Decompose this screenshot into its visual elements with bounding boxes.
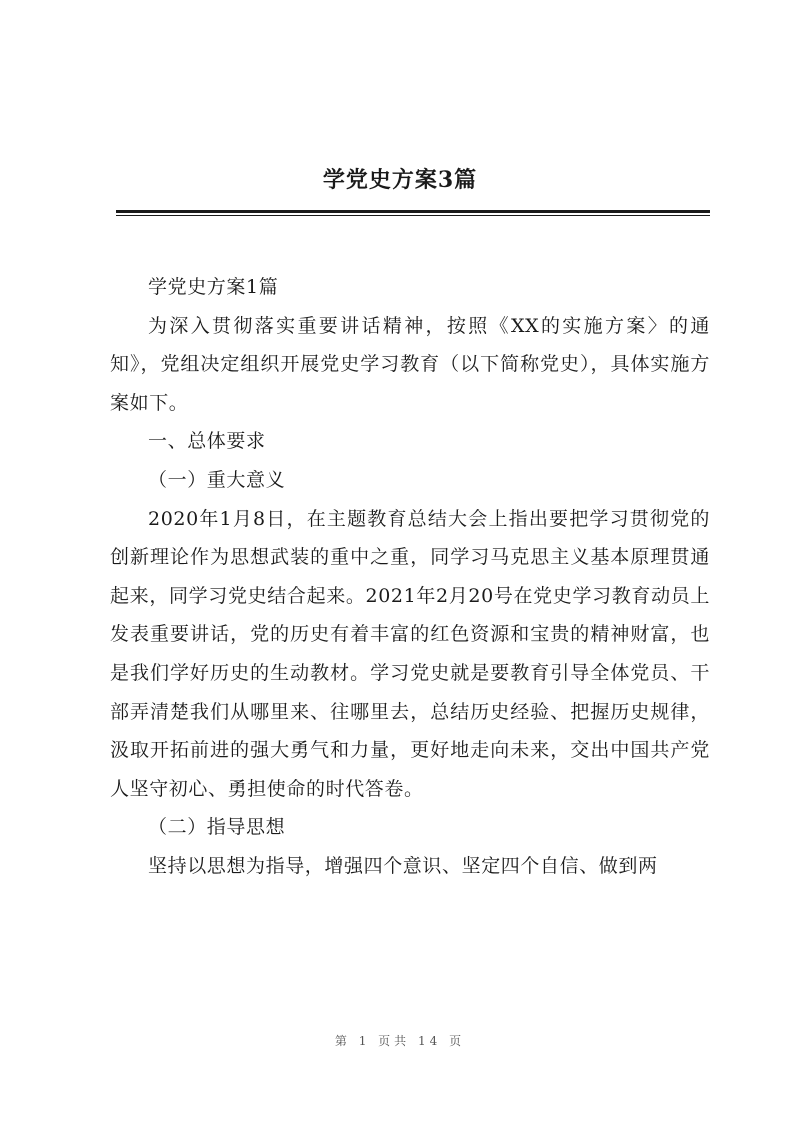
body-paragraph: 坚持以思想为指导，增强四个意识、坚定四个自信、做到两 bbox=[148, 854, 658, 877]
body-paragraph: 2020年1月8日，在主题教育总结大会上指出要把学习贯彻党的创新理论作为思想武装的重中之重，同学习马克思主义基本原理贯通起来，同学习党史结合起来。2021年2月20号在党史学习教育动员上发表重要讲话，党的历史有着丰富的红色资源和宝贵的精神财富，也是我们学好历史的生动教材。学习党史就是要教育引导全体党员、干部弄清楚我们从哪里来、往哪里去，总结历史经验、把握历史规律，汲取开拓前进的强大勇气和力量，更好地走向未来，交出中国共产党人坚守初心、勇担使命的时代答卷。 bbox=[110, 507, 710, 800]
title-underline bbox=[116, 210, 710, 213]
section-heading: 一、总体要求 bbox=[148, 430, 266, 453]
document-body bbox=[110, 268, 710, 886]
document-title: 学党史方案3篇 bbox=[322, 167, 478, 193]
subsection-heading: （一）重大意义 bbox=[148, 468, 286, 491]
body-paragraph: 为深入贯彻落实重要讲话精神，按照《XX的实施方案〉的通知》，党组决定组织开展党史学习教育（以下简称党史），具体实施方案如下。 bbox=[110, 314, 710, 414]
page-footer: 第 1 页共 14 页 bbox=[334, 1034, 466, 1048]
title-underline-thin bbox=[116, 215, 710, 216]
section-heading: 学党史方案1篇 bbox=[148, 276, 279, 298]
subsection-heading: （二）指导思想 bbox=[148, 816, 286, 839]
